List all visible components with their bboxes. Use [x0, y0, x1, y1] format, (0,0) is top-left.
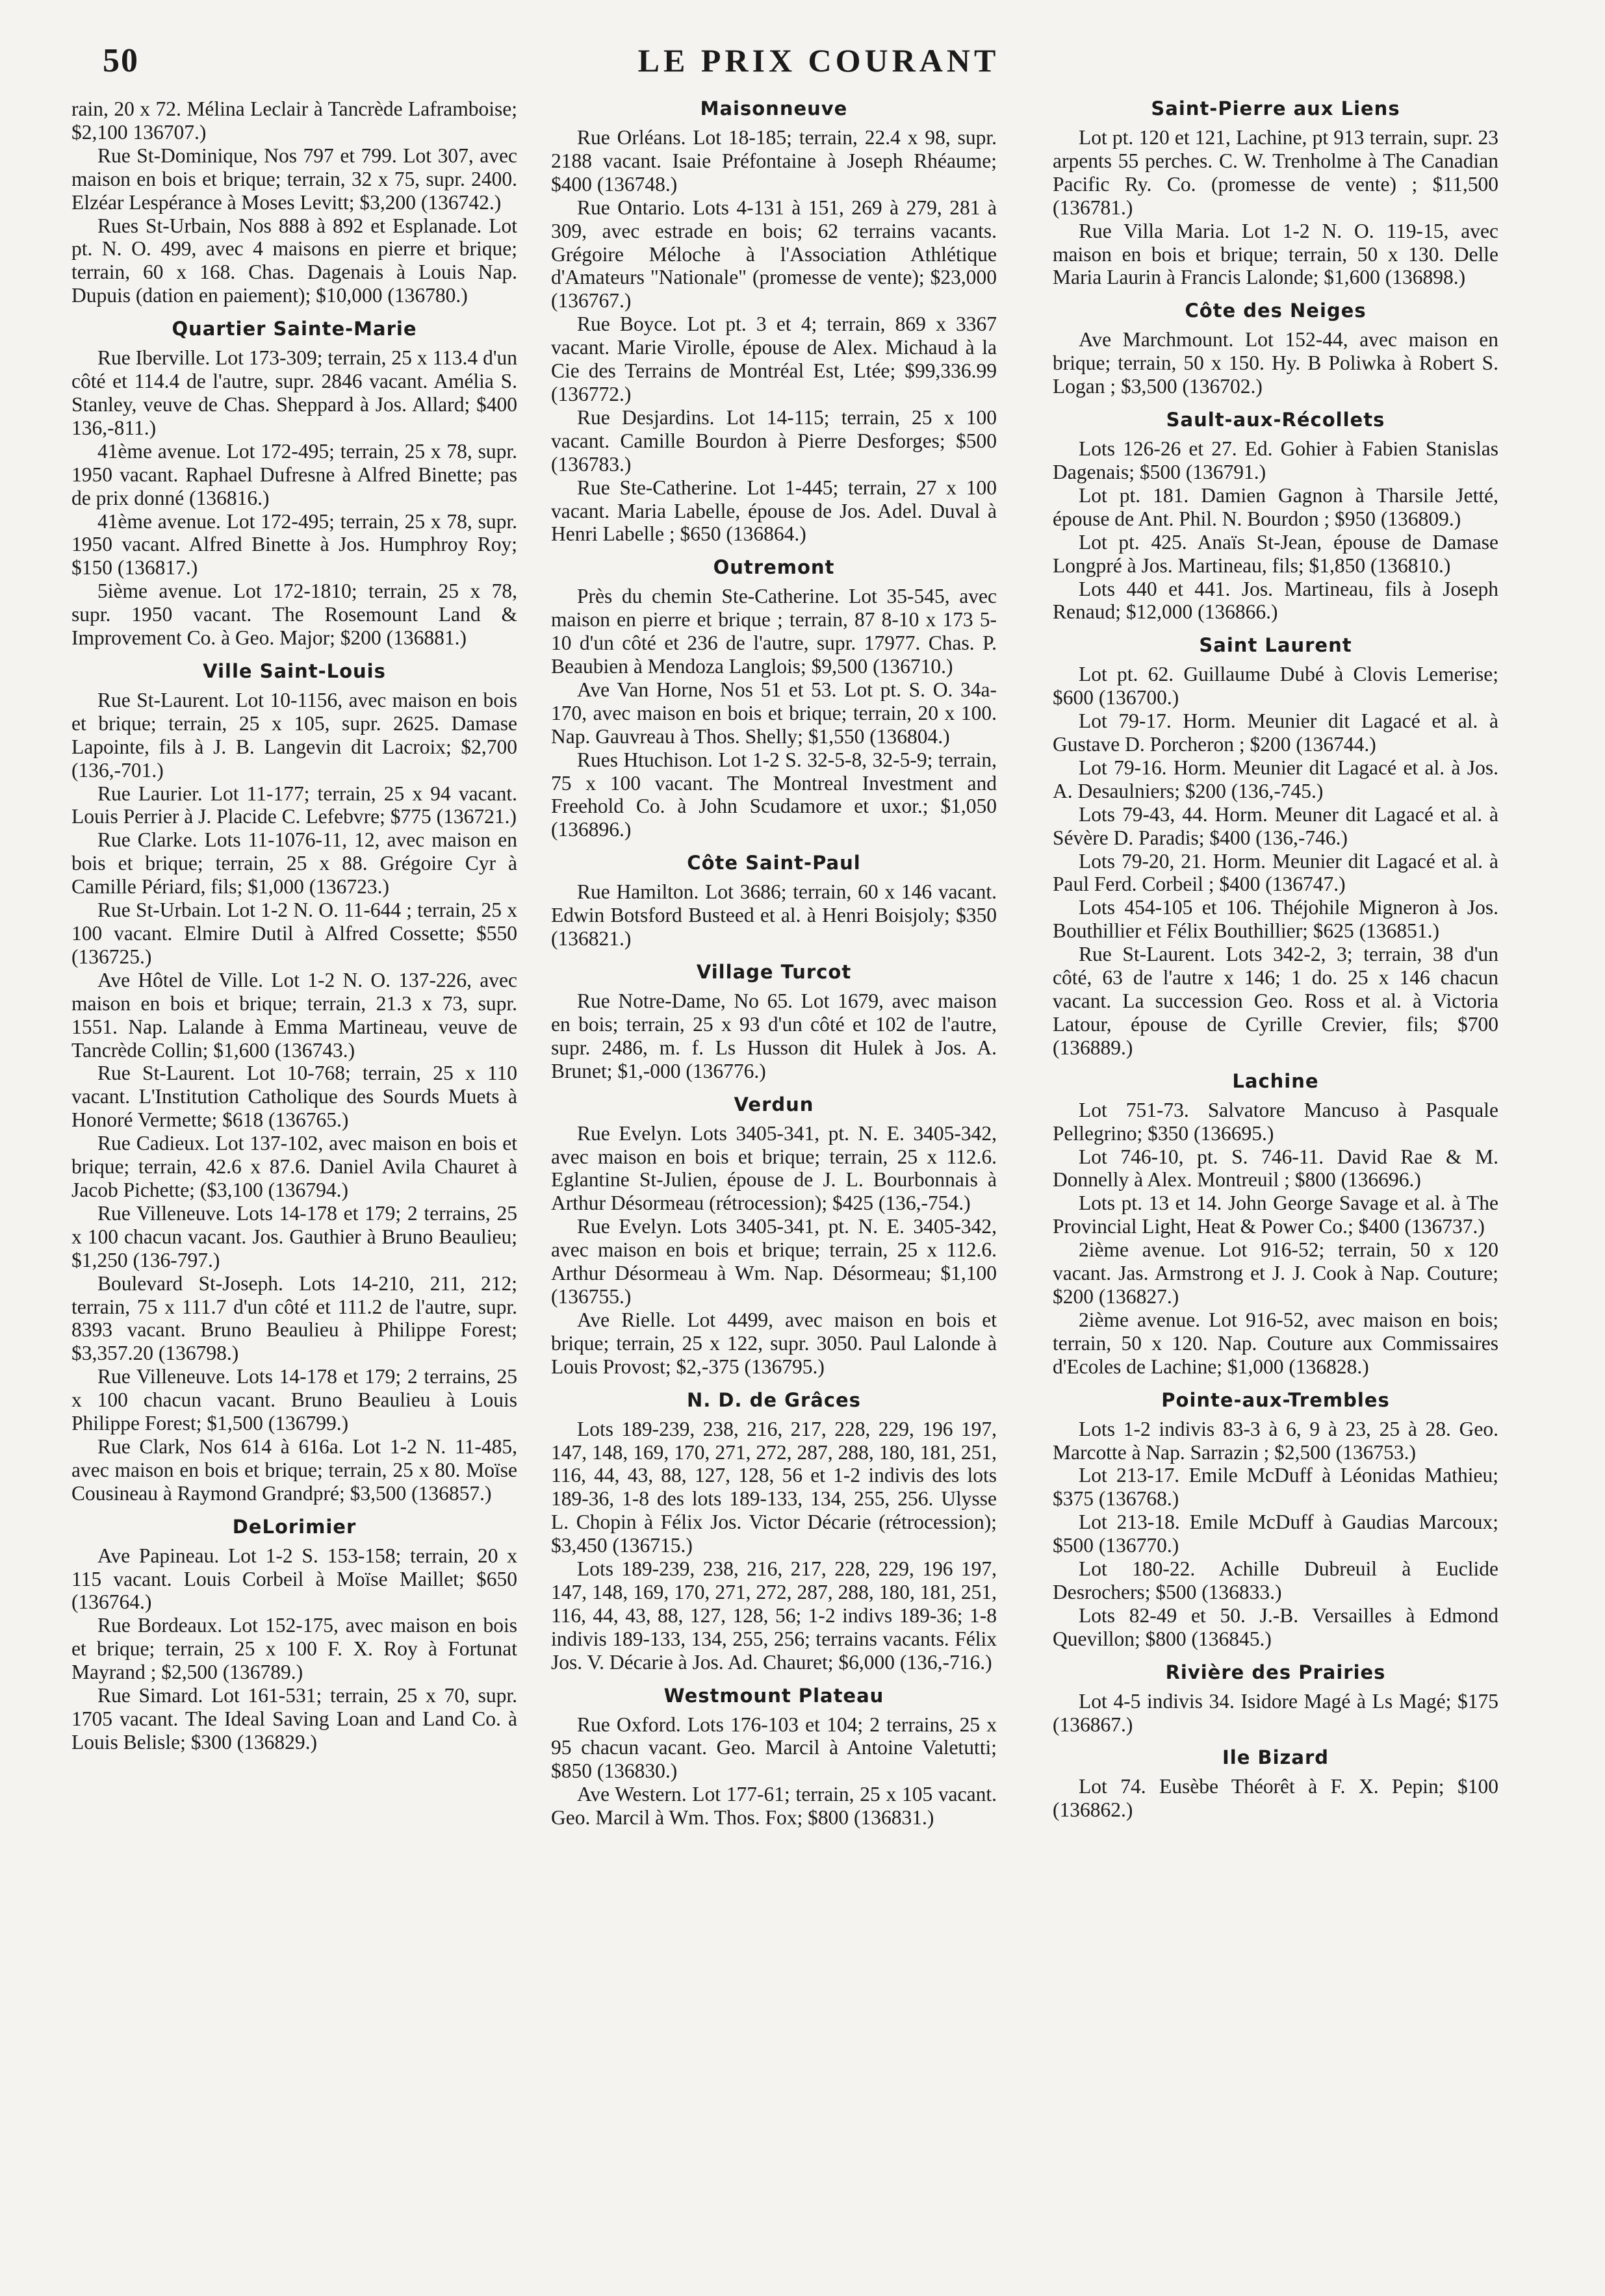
transaction-entry: Rue Notre-Dame, No 65. Lot 1679, avec maison en bois; terrain, 25 x 93 d'un côté et 102 de l'autre, supr. 2486, m. f. Ls Husson dit Hulek à Jos. A. Brunet; $1,-000 (136776.)	[551, 989, 997, 1082]
transaction-entry: Ave Western. Lot 177-61; terrain, 25 x 105 vacant. Geo. Marcil à Wm. Thos. Fox; $800 (136831.)	[551, 1783, 997, 1830]
transaction-entry: Ave Marchmount. Lot 152-44, avec maison en brique; terrain, 50 x 150. Hy. B Poliwka à Robert S. Logan ; $3,500 (136702.)	[1053, 328, 1498, 398]
section-heading: Côte Saint-Paul	[687, 852, 861, 874]
transaction-entry: Rue Boyce. Lot pt. 3 et 4; terrain, 869 x 3367 vacant. Marie Virolle, épouse de Alex. Michaud à la Cie des Terrains de Montréal Est, Ltée; $99,336.99 (136772.)	[551, 313, 997, 405]
transaction-entry: Rue Villa Maria. Lot 1-2 N. O. 119-15, avec maison en bois et brique; terrain, 50 x 130. Delle Maria Laurin à Francis Lalonde; $1,600 (136898.)	[1053, 219, 1498, 289]
transaction-entry: Rue St-Laurent. Lots 342-2, 3; terrain, 38 d'un côté, 63 de l'autre x 146; 1 do. 25 x 146 chacun vacant. La succession Geo. Ross et al. à Victoria Latour, épouse de Cyrille Crevier, fils; $700 (136889.)	[1053, 943, 1498, 1059]
transaction-entry: Lot pt. 181. Damien Gagnon à Tharsile Jetté, épouse de Ant. Phil. N. Bourdon ; $950 (136809.)	[1053, 483, 1498, 530]
section-heading: Ville Saint-Louis	[203, 659, 386, 682]
transaction-entry: Rues St-Urbain, Nos 888 à 892 et Esplanade. Lot pt. N. O. 499, avec 4 maisons en pierre et brique; terrain, 60 x 168. Chas. Dagenais à Louis Nap. Dupuis (dation en paiement); $10,000 (136780.)	[71, 214, 517, 307]
transaction-entry: Lot pt. 62. Guillaume Dubé à Clovis Lemerise; $600 (136700.)	[1053, 663, 1498, 709]
transaction-entry: Lot 79-17. Horm. Meunier dit Lagacé et al. à Gustave D. Porcheron ; $200 (136744.)	[1053, 709, 1498, 756]
transaction-entry: Lots 79-43, 44. Horm. Meuner dit Lagacé et al. à Sévère D. Paradis; $400 (136,-746.)	[1053, 802, 1498, 849]
transaction-entry: Rue Villeneuve. Lots 14-178 et 179; 2 terrains, 25 x 100 chacun vacant. Bruno Beaulieu à Louis Philippe Forest; $1,500 (136799.)	[71, 1365, 517, 1435]
section-heading: Saint-Pierre aux Liens	[1151, 97, 1400, 120]
transaction-entry: 41ème avenue. Lot 172-495; terrain, 25 x 78, supr. 1950 vacant. Alfred Binette à Jos. Humphroy Roy; $150 (136817.)	[71, 509, 517, 580]
page-header	[97, 42, 1540, 87]
transaction-entry: Rue Ontario. Lots 4-131 à 151, 269 à 279, 281 à 309, avec estrade en bois; 62 terrains vacants. Grégoire Méloche à l'Association Athlétique d'Amateurs "Nationale" (promesse de vente); $23,000 (136767.)	[551, 196, 997, 313]
transaction-entry: Rue Simard. Lot 161-531; terrain, 25 x 70, supr. 1705 vacant. The Ideal Saving Loan and Land Co. à Louis Belisle; $300 (136829.)	[71, 1684, 517, 1754]
section-heading: Côte des Neiges	[1185, 300, 1367, 322]
transaction-entry: Rue Villeneuve. Lots 14-178 et 179; 2 terrains, 25 x 100 chacun vacant. Jos. Gauthier à Bruno Beaulieu; $1,250 (136-797.)	[71, 1201, 517, 1271]
section-heading: Sault-aux-Récollets	[1166, 409, 1385, 431]
transaction-entry: Rue Clark, Nos 614 à 616a. Lot 1-2 N. 11-485, avec maison en bois et brique; terrain, 25 x 80. Moïse Cousineau à Raymond Grandpré; $3,500 (136857.)	[71, 1435, 517, 1505]
section-heading: Westmount Plateau	[663, 1684, 884, 1707]
transaction-entry: Lot 751-73. Salvatore Mancuso à Pasquale Pellegrino; $350 (136695.)	[1053, 1098, 1498, 1145]
transaction-entry: Ave Papineau. Lot 1-2 S. 153-158; terrain, 20 x 115 vacant. Louis Corbeil à Moïse Maillet; $650 (136764.)	[71, 1544, 517, 1614]
transaction-entry: Rue Laurier. Lot 11-177; terrain, 25 x 94 vacant. Louis Perrier à J. Placide C. Lefebvre; $775 (136721.)	[71, 782, 517, 828]
section-heading: N. D. de Grâces	[687, 1388, 861, 1411]
section-heading: Rivière des Prairies	[1165, 1661, 1386, 1683]
transaction-entry: Rues Htuchison. Lot 1-2 S. 32-5-8, 32-5-9; terrain, 75 x 100 vacant. The Montreal Investment and Freehold Co. à John Scudamore et uxor.; $1,050 (136896.)	[551, 748, 997, 841]
transaction-entry: Lot 213-18. Emile McDuff à Gaudias Marcoux; $500 (136770.)	[1053, 1511, 1498, 1557]
transaction-entry: Lot 213-17. Emile McDuff à Léonidas Mathieu; $375 (136768.)	[1053, 1464, 1498, 1511]
running-title: LE PRIX COURANT	[637, 42, 1000, 79]
transaction-entry: Lot 79-16. Horm. Meunier dit Lagacé et al. à Jos. A. Desaulniers; $200 (136,-745.)	[1053, 756, 1498, 802]
column-right	[1053, 97, 1498, 2287]
transaction-entry: rain, 20 x 72. Mélina Leclair à Tancrède Laframboise; $2,100 136707.)	[71, 97, 517, 144]
transaction-entry: Lot pt. 425. Anaïs St-Jean, épouse de Damase Longpré à Jos. Martineau, fils; $1,850 (136810.)	[1053, 530, 1498, 577]
transaction-entry: Rue Bordeaux. Lot 152-175, avec maison en bois et brique; terrain, 25 x 100 F. X. Roy à Fortunat Mayrand ; $2,500 (136789.)	[71, 1614, 517, 1684]
transaction-entry: Lots pt. 13 et 14. John George Savage et al. à The Provincial Light, Heat & Power Co.; $400 (136737.)	[1053, 1192, 1498, 1238]
page-number: 50	[103, 42, 139, 79]
section-heading: Ile Bizard	[1222, 1746, 1329, 1769]
transaction-entry: Boulevard St-Joseph. Lots 14-210, 211, 212; terrain, 75 x 111.7 d'un côté et 111.2 de l'autre, supr. 8393 vacant. Bruno Beaulieu à Philippe Forest; $3,357.20 (136798.)	[71, 1271, 517, 1365]
transaction-entry: Rue St-Urbain. Lot 1-2 N. O. 11-644 ; terrain, 25 x 100 vacant. Elmire Dutil à Alfred Cossette; $550 (136725.)	[71, 899, 517, 968]
transaction-entry: Lot 746-10, pt. S. 746-11. David Rae & M. Donnelly à Alex. Montreuil ; $800 (136696.)	[1053, 1145, 1498, 1192]
transaction-entry: Rue Evelyn. Lots 3405-341, pt. N. E. 3405-342, avec maison en bois et brique; terrain, 25 x 112.6. Eglantine St-Julien, épouse de J. L. Bourbonnais à Arthur Désormeau (rétrocession); $425 (136,-754.)	[551, 1121, 997, 1215]
section-heading: Lachine	[1232, 1069, 1319, 1092]
transaction-entry: 5ième avenue. Lot 172-1810; terrain, 25 x 78, supr. 1950 vacant. The Rosemount Land & Improvement Co. à Geo. Major; $200 (136881.)	[71, 580, 517, 650]
transaction-entry: 41ème avenue. Lot 172-495; terrain, 25 x 78, supr. 1950 vacant. Raphael Dufresne à Alfred Binette; pas de prix donné (136816.)	[71, 439, 517, 509]
section-heading: Village Turcot	[696, 961, 852, 983]
transaction-entry: Lots 1-2 indivis 83-3 à 6, 9 à 23, 25 à 28. Geo. Marcotte à Nap. Sarrazin ; $2,500 (136753.)	[1053, 1417, 1498, 1464]
transaction-entry: Lots 454-105 et 106. Théjohile Migneron à Jos. Bouthillier et Félix Bouthillier; $625 (136851.)	[1053, 896, 1498, 943]
transaction-entry: Ave Van Horne, Nos 51 et 53. Lot pt. S. O. 34a-170, avec maison en bois et brique; terrain, 20 x 100. Nap. Gauvreau à Thos. Shelly; $1,550 (136804.)	[551, 678, 997, 748]
section-heading: Pointe-aux-Trembles	[1161, 1388, 1390, 1411]
transaction-entry: Rue Evelyn. Lots 3405-341, pt. N. E. 3405-342, avec maison en bois et brique; terrain, 25 x 112.6. Arthur Désormeau à Wm. Nap. Désormeau; $1,100 (136755.)	[551, 1215, 997, 1308]
transaction-entry: Rue St-Dominique, Nos 797 et 799. Lot 307, avec maison en bois et brique; terrain, 32 x 75, supr. 2400. Elzéar Lespérance à Moses Levitt; $3,200 (136742.)	[71, 144, 517, 214]
transaction-entry: Lots 82-49 et 50. J.-B. Versailles à Edmond Quevillon; $800 (136845.)	[1053, 1603, 1498, 1650]
transaction-entry: Près du chemin Ste-Catherine. Lot 35-545, avec maison en pierre et brique ; terrain, 87 8-10 x 173 5-10 d'un côté et 236 de l'autre, supr. 17977. Chas. P. Beaubien à Mendoza Langlois; $9,500 (136710.)	[551, 585, 997, 678]
transaction-entry: Rue St-Laurent. Lot 10-768; terrain, 25 x 110 vacant. L'Institution Catholique des Sourds Muets à Honoré Vermette; $618 (136765.)	[71, 1062, 517, 1132]
transaction-entry: Lot 4-5 indivis 34. Isidore Magé à Ls Magé; $175 (136867.)	[1053, 1689, 1498, 1736]
transaction-entry: Rue Oxford. Lots 176-103 et 104; 2 terrains, 25 x 95 chacun vacant. Geo. Marcil à Antoine Valetutti; $850 (136830.)	[551, 1713, 997, 1783]
transaction-entry: Rue Desjardins. Lot 14-115; terrain, 25 x 100 vacant. Camille Bourdon à Pierre Desforges; $500 (136783.)	[551, 405, 997, 476]
section-heading: Maisonneuve	[700, 97, 848, 120]
section-heading: Quartier Sainte-Marie	[172, 318, 417, 340]
transaction-entry: Lot pt. 120 et 121, Lachine, pt 913 terrain, supr. 23 arpents 55 perches. C. W. Trenholme à The Canadian Pacific Ry. Co. (promesse de vente) ; $11,500 (136781.)	[1053, 126, 1498, 219]
transaction-entry: Lots 189-239, 238, 216, 217, 228, 229, 196 197, 147, 148, 169, 170, 271, 272, 287, 288, 180, 181, 251, 116, 44, 43, 88, 127, 128, 56 et 1-2 indivis des lots 189-36, 1-8 des lots 189-133, 134, 255, 256. Ulysse L. Chopin à Félix Jos. Victor Décarie (rétrocession); $3,450 (136715.)	[551, 1417, 997, 1557]
transaction-entry: Lots 126-26 et 27. Ed. Gohier à Fabien Stanislas Dagenais; $500 (136791.)	[1053, 437, 1498, 483]
section-heading: DeLorimier	[232, 1515, 357, 1538]
transaction-entry: Rue Orléans. Lot 18-185; terrain, 22.4 x 98, supr. 2188 vacant. Isaie Préfontaine à Joseph Rhéaume; $400 (136748.)	[551, 126, 997, 196]
transaction-entry: Ave Rielle. Lot 4499, avec maison en bois et brique; terrain, 25 x 122, supr. 3050. Paul Lalonde à Louis Provost; $2,-375 (136795.)	[551, 1308, 997, 1378]
section-heading: Verdun	[734, 1093, 814, 1116]
transaction-entry: Rue St-Laurent. Lot 10-1156, avec maison en bois et brique; terrain, 25 x 105, supr. 2625. Damase Lapointe, fils à J. B. Langevin dit Lacroix; $2,700 (136,-701.)	[71, 688, 517, 782]
column-middle	[551, 97, 997, 2287]
transaction-entry: Lots 440 et 441. Jos. Martineau, fils à Joseph Renaud; $12,000 (136866.)	[1053, 577, 1498, 624]
transaction-entry: Lot 180-22. Achille Dubreuil à Euclide Desrochers; $500 (136833.)	[1053, 1557, 1498, 1603]
column-left	[71, 97, 517, 2287]
transaction-entry: Rue Hamilton. Lot 3686; terrain, 60 x 146 vacant. Edwin Botsford Busteed et al. à Henri Boisjoly; $350 (136821.)	[551, 880, 997, 950]
transaction-entry: Rue Clarke. Lots 11-1076-11, 12, avec maison en bois et brique; terrain, 25 x 88. Grégoire Cyr à Camille Périard, fils; $1,000 (136723.)	[71, 828, 517, 899]
section-heading: Saint Laurent	[1199, 634, 1352, 657]
transaction-entry: Lots 189-239, 238, 216, 217, 228, 229, 196 197, 147, 148, 169, 170, 271, 272, 287, 288, 180, 181, 251, 116, 44, 43, 88, 127, 128, 56; 1-2 indivs 189-36; 1-8 indivis 189-133, 134, 255, 256; terrains vacants. Félix Jos. V. Décarie à Jos. Ad. Chauret; $6,000 (136,-716.)	[551, 1557, 997, 1674]
transaction-entry: Lots 79-20, 21. Horm. Meunier dit Lagacé et al. à Paul Ferd. Corbeil ; $400 (136747.)	[1053, 849, 1498, 896]
transaction-entry: 2ième avenue. Lot 916-52; terrain, 50 x 120 vacant. Jas. Armstrong et J. J. Cook à Nap. Couture; $200 (136827.)	[1053, 1238, 1498, 1308]
transaction-entry: Ave Hôtel de Ville. Lot 1-2 N. O. 137-226, avec maison en bois et brique; terrain, 21.3 x 73, supr. 1551. Nap. Lalande à Emma Martineau, veuve de Tancrède Collin; $1,600 (136743.)	[71, 968, 517, 1062]
transaction-entry: Rue Cadieux. Lot 137-102, avec maison en bois et brique; terrain, 42.6 x 87.6. Daniel Avila Chauret à Jacob Pichette; ($3,100 (136794.)	[71, 1132, 517, 1201]
transaction-entry: Rue Iberville. Lot 173-309; terrain, 25 x 113.4 d'un côté et 114.4 de l'autre, supr. 2846 vacant. Amélia S. Stanley, veuve de Chas. Sheppard à Jos. Allard; $400 136,-811.)	[71, 346, 517, 439]
transaction-entry: Lot 74. Eusèbe Théorêt à F. X. Pepin; $100 (136862.)	[1053, 1775, 1498, 1822]
transaction-entry: Rue Ste-Catherine. Lot 1-445; terrain, 27 x 100 vacant. Maria Labelle, épouse de Jos. Adel. Duval à Henri Labelle ; $650 (136864.)	[551, 476, 997, 546]
transaction-entry: 2ième avenue. Lot 916-52, avec maison en bois; terrain, 50 x 120. Nap. Couture aux Commissaires d'Ecoles de Lachine; $1,000 (136828.)	[1053, 1308, 1498, 1378]
section-heading: Outremont	[713, 556, 835, 579]
